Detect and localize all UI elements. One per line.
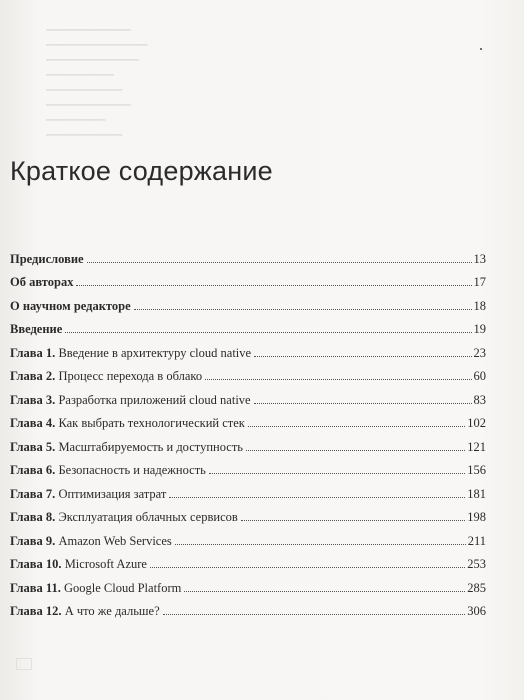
page-title: Краткое содержание [10, 156, 273, 186]
toc-page-number: 253 [467, 557, 486, 571]
toc-entry[interactable] [10, 290, 486, 314]
toc-entry[interactable] [10, 549, 486, 573]
toc-entry[interactable] [10, 572, 486, 596]
toc-entry-title: Введение в архитектуру cloud native [58, 345, 252, 360]
toc-entry-title: Google Cloud Platform [64, 580, 182, 595]
toc-entry[interactable] [10, 361, 486, 385]
toc-entry-title: Оптимизация затрат [58, 486, 167, 501]
toc-page-number: 285 [467, 580, 486, 595]
toc-page-number: 83 [473, 392, 486, 407]
toc-page-number: 198 [467, 510, 486, 524]
speck [480, 48, 482, 50]
toc-entry-prefix: Глава 10. [10, 557, 62, 571]
toc-entry-prefix: Введение [10, 322, 63, 336]
toc-page-number: 19 [473, 322, 486, 336]
toc-entry-prefix: О научном редакторе [10, 298, 131, 313]
toc-entry-label [10, 369, 202, 384]
toc-entry[interactable] [10, 408, 486, 432]
toc-entry-title: Microsoft Azure [64, 557, 147, 571]
toc-entry[interactable] [10, 525, 486, 549]
toc-page-number: 60 [473, 369, 486, 383]
toc-page-number: 121 [467, 439, 486, 454]
toc-entry-title: Amazon Web Services [58, 533, 172, 548]
dot-leader [150, 567, 465, 568]
toc-entry-label [10, 510, 238, 525]
toc-page-number: 306 [467, 604, 486, 618]
toc-entry-title: А что же дальше? [64, 604, 160, 618]
dot-leader [65, 332, 471, 333]
dot-leader [175, 544, 466, 545]
dot-leader [134, 309, 472, 310]
toc-entry-title: Безопасность и надежность [58, 463, 206, 477]
dot-leader [76, 285, 471, 286]
toc-entry[interactable] [10, 596, 486, 620]
toc-entry-prefix: Глава 5. [10, 439, 56, 454]
toc-entry-prefix: Глава 8. [10, 510, 56, 524]
toc-page-number: 18 [473, 298, 486, 313]
toc-entry-label [10, 252, 84, 267]
toc-entry[interactable] [10, 502, 486, 526]
toc-entry-prefix: Глава 11. [10, 580, 61, 595]
toc-entry-prefix: Глава 12. [10, 604, 62, 618]
toc-entry[interactable] [10, 243, 486, 267]
toc-entry-prefix: Глава 6. [10, 463, 56, 477]
toc-page-number: 211 [467, 533, 486, 548]
dot-leader [246, 450, 465, 451]
toc-entry[interactable] [10, 267, 486, 291]
toc-entry-label [10, 440, 243, 455]
toc-entry-title: Эксплуатация облачных сервисов [58, 510, 238, 524]
dot-leader [248, 426, 465, 427]
dot-leader [205, 379, 471, 380]
toc-entry[interactable] [10, 384, 486, 408]
table-of-contents [10, 243, 486, 619]
dot-leader [254, 403, 472, 404]
toc-entry-prefix: Глава 7. [10, 486, 56, 501]
toc-entry-label [10, 299, 131, 314]
toc-entry-prefix: Глава 2. [10, 369, 56, 383]
toc-entry-prefix: Глава 9. [10, 533, 56, 548]
toc-entry-label [10, 581, 181, 596]
toc-entry-title: Как выбрать технологический стек [58, 416, 245, 430]
toc-entry-title: Процесс перехода в облако [58, 369, 203, 383]
page-edge-mark [16, 658, 32, 670]
toc-entry-prefix: Глава 3. [10, 392, 56, 407]
toc-page-number: 102 [467, 416, 486, 430]
toc-page-number: 156 [467, 463, 486, 477]
toc-entry-label [10, 275, 73, 290]
toc-entry[interactable] [10, 337, 486, 361]
toc-entry-label [10, 416, 245, 431]
dot-leader [241, 520, 465, 521]
toc-entry-label [10, 534, 172, 549]
toc-entry-label [10, 557, 147, 572]
toc-entry-label [10, 487, 166, 502]
bleed-through-text: ▁▁▁▁▁▁▁▁▁▁ ▁▁▁▁▁▁▁▁▁▁▁▁ ▁▁▁▁▁▁▁▁▁▁▁ ▁▁▁▁▁▁▁▁ ▁▁▁▁▁▁▁▁▁ ▁▁▁▁▁▁▁▁▁▁ ▁▁▁▁▁▁▁ ▁▁▁▁▁▁▁▁▁ [46, 19, 148, 136]
toc-page-number: 17 [473, 275, 486, 289]
toc-entry[interactable] [10, 431, 486, 455]
dot-leader [169, 497, 465, 498]
toc-page-number: 13 [473, 251, 486, 266]
toc-page-number: 181 [467, 486, 486, 501]
dot-leader [254, 356, 471, 357]
toc-entry-title: Разработка приложений cloud native [58, 392, 251, 407]
toc-page-number: 23 [473, 345, 486, 360]
toc-entry-prefix: Глава 1. [10, 345, 56, 360]
toc-entry[interactable] [10, 478, 486, 502]
toc-entry-prefix: Об авторах [10, 275, 74, 289]
toc-entry-label [10, 604, 160, 619]
toc-entry[interactable] [10, 455, 486, 479]
toc-entry[interactable] [10, 314, 486, 338]
dot-leader [184, 591, 465, 592]
toc-entry-label [10, 463, 206, 478]
dot-leader [163, 614, 466, 615]
toc-entry-label [10, 322, 62, 337]
toc-entry-label [10, 393, 251, 408]
toc-entry-label [10, 346, 251, 361]
dot-leader [209, 473, 465, 474]
toc-entry-prefix: Глава 4. [10, 416, 56, 430]
toc-entry-prefix: Предисловие [10, 251, 84, 266]
toc-entry-title: Масштабируемость и доступность [58, 439, 243, 454]
dot-leader [87, 262, 472, 263]
